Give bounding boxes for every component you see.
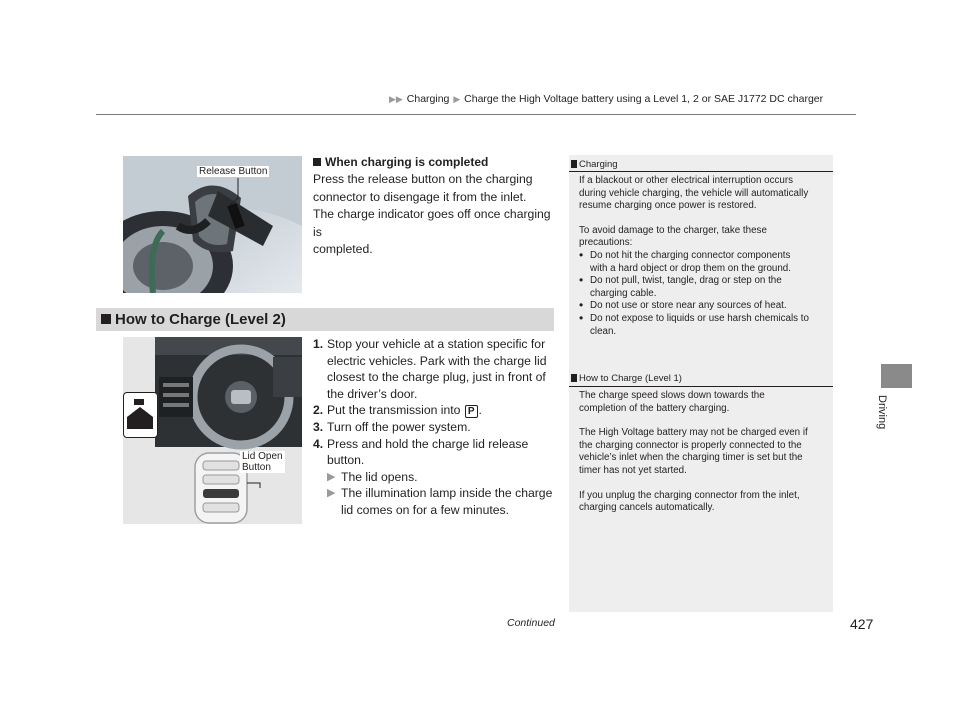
step-item bbox=[313, 402, 563, 419]
continued-label: Continued bbox=[507, 617, 555, 629]
breadcrumb-arrow-icon: ▶▶ bbox=[389, 94, 403, 104]
body-line: connector to disengage it from the inlet. bbox=[313, 189, 527, 204]
note-line: completion of the battery charging. bbox=[579, 402, 730, 414]
note-line: The charge speed slows down towards the bbox=[579, 390, 765, 401]
note-marker-icon bbox=[571, 160, 577, 168]
note-line: with a hard object or drop them on the ground. bbox=[590, 262, 791, 274]
step-number: 1. bbox=[313, 337, 324, 351]
note-divider bbox=[569, 386, 833, 387]
lid-release-icon bbox=[124, 393, 157, 437]
note-line: If you unplug the charging connector from the inlet, bbox=[579, 489, 800, 501]
note-line: To avoid damage to the charger, take these bbox=[579, 224, 767, 236]
note-line: clean. bbox=[590, 325, 617, 337]
note-bullet bbox=[579, 275, 831, 300]
step-text: Put the transmission into bbox=[327, 403, 461, 418]
note-bullet bbox=[579, 250, 831, 275]
charging-connector-photo bbox=[123, 156, 302, 293]
sub-step-line: lid comes on for a few minutes. bbox=[341, 502, 509, 517]
note-line: If a blackout or other electrical interruption occurs bbox=[579, 175, 794, 186]
step-item bbox=[313, 419, 563, 436]
square-bullet-icon bbox=[313, 158, 321, 166]
body-line: The charge indicator goes off once charging is bbox=[313, 207, 551, 239]
note-divider bbox=[569, 171, 833, 172]
callout-leader-line bbox=[123, 156, 302, 293]
body-line: Press the release button on the charging bbox=[313, 172, 533, 186]
dashboard-keyfob-photo bbox=[123, 337, 302, 524]
result-arrow-icon: ▶ bbox=[327, 470, 336, 483]
note-line: resume charging once power is restored. bbox=[579, 200, 757, 212]
step-item bbox=[313, 336, 563, 402]
note-line: vehicle’s inlet when the charging timer is set but the bbox=[579, 452, 803, 464]
step-number: 2. bbox=[313, 403, 324, 418]
step-line: closest to the charge plug, just in front of bbox=[327, 370, 546, 385]
note-bullet bbox=[579, 300, 831, 313]
note-marker-icon bbox=[571, 374, 577, 382]
step-list bbox=[313, 336, 563, 519]
note-bullet bbox=[579, 313, 831, 338]
note-line: • Do not hit the charging connector components bbox=[590, 249, 791, 261]
note-body bbox=[579, 390, 831, 515]
note-line: • Do not use or store near any sources of heat. bbox=[590, 300, 787, 312]
step-number: 3. bbox=[313, 419, 324, 434]
step-text: . bbox=[478, 403, 482, 418]
header-divider bbox=[96, 114, 856, 115]
square-bullet-icon bbox=[101, 314, 111, 324]
callout-line: Lid Open bbox=[242, 451, 283, 462]
sub-step-item bbox=[313, 469, 563, 486]
note-line: during vehicle charging, the vehicle will automatically bbox=[579, 187, 809, 199]
step-line: Press and hold the charge lid release bbox=[327, 436, 529, 451]
lid-open-button-callout bbox=[240, 451, 285, 473]
note-title-text: How to Charge (Level 1) bbox=[579, 373, 682, 384]
section-heading bbox=[313, 155, 488, 169]
chapter-tab bbox=[881, 364, 912, 388]
note-line: The High Voltage battery may not be charged even if bbox=[579, 427, 808, 439]
note-line: precautions: bbox=[579, 237, 633, 249]
note-line: the charging connector is properly connected to the bbox=[579, 439, 802, 451]
section-title-text: How to Charge (Level 2) bbox=[115, 311, 286, 328]
chapter-label-text: Driving bbox=[876, 395, 888, 430]
release-button-callout: Release Button bbox=[199, 166, 268, 177]
note-title bbox=[571, 373, 682, 384]
sub-step-line: The lid opens. bbox=[341, 469, 418, 484]
note-line: • Do not expose to liquids or use harsh chemicals to bbox=[590, 312, 809, 324]
section-body bbox=[313, 171, 558, 259]
breadcrumb-item: Charge the High Voltage battery using a Level 1, 2 or SAE J1772 DC charger bbox=[464, 93, 824, 105]
note-body bbox=[579, 175, 831, 338]
breadcrumb bbox=[388, 93, 823, 105]
step-text: Turn off the power system. bbox=[327, 419, 471, 434]
step-line: Stop your vehicle at a station specific for bbox=[327, 337, 546, 351]
step-line: button. bbox=[327, 453, 365, 468]
note-line: charging cable. bbox=[590, 287, 657, 299]
note-line: • Do not pull, twist, tangle, drag or step on the bbox=[590, 275, 782, 287]
sub-step-item bbox=[313, 485, 563, 518]
section-heading-text: When charging is completed bbox=[325, 155, 489, 169]
breadcrumb-arrow-icon: ▶ bbox=[453, 94, 461, 104]
section-title bbox=[101, 309, 286, 330]
step-item bbox=[313, 436, 563, 469]
callout-line: Button bbox=[242, 462, 271, 473]
sub-step-line: The illumination lamp inside the charge bbox=[341, 486, 553, 501]
page-number: 427 bbox=[850, 616, 874, 632]
note-title-text: Charging bbox=[579, 159, 618, 170]
result-arrow-icon: ▶ bbox=[327, 487, 336, 500]
park-position-key: P bbox=[465, 405, 478, 418]
note-line: charging cancels automatically. bbox=[579, 502, 715, 514]
note-title bbox=[571, 159, 618, 170]
charge-lid-button-icon bbox=[123, 392, 158, 438]
step-number: 4. bbox=[313, 436, 324, 451]
body-line: completed. bbox=[313, 242, 373, 256]
breadcrumb-item: Charging bbox=[406, 93, 450, 105]
step-line: electric vehicles. Park with the charge lid bbox=[327, 353, 547, 368]
note-line: timer has not yet started. bbox=[579, 464, 687, 476]
step-line: the driver’s door. bbox=[327, 386, 418, 401]
chapter-label bbox=[876, 395, 906, 465]
